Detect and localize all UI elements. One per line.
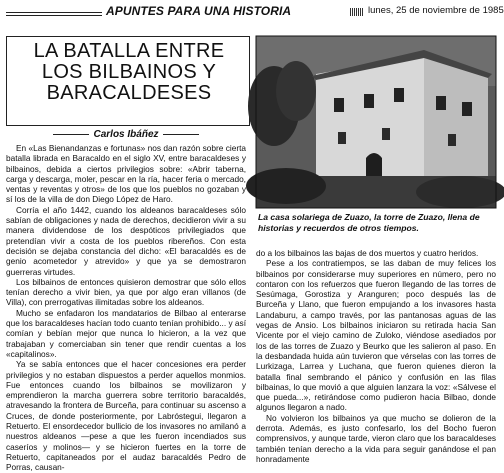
article-paragraph: Ya se sabía entonces que el hacer concesiones era perder privilegios y no estaban dispuestos a perder aquellos monmios. Fue entonces cuando los bilbainos se movilizaron y emprendieron la marcha guerrera sobre territorio baracaldés, atravesando la frontera de Burceña, para continuar su ascenso a Cruces, de donde posteriormente, por Labróstegui, llegaron a Retuerto. El ensordecedor bullicio de los invasores no amilanó a nuestros aldeanos —pese a que les fueron incendiados sus caseríos y molinos— y se hicieron fuertes en la torre de Retuerto, capitaneados por el audaz baracaldés Pedro de Porras, causan- [6, 359, 246, 473]
article-paragraph: No volvieron los bilbainos ya que mucho se dolieron de la derrota. Además, es justo confesarlo, los del Bocho fueron comprensivos, y aunque tarde, vieron claro que los baracaldeses también tenían derecho a la vida para seguir ganándose el pan honradamente [256, 412, 496, 464]
masthead-rule [6, 15, 102, 16]
tower-photo-illustration [256, 36, 496, 208]
masthead-rule [6, 12, 102, 13]
headline-line: BARACALDESES [46, 82, 212, 104]
headline-box [6, 36, 250, 126]
article-paragraph: Los bilbainos de entonces quisieron demostrar que sólo ellos tenían derecho a vivir bien, ya que por algo eran villanos (de Villa), con prerrogativas ilimitadas sobre los aldeanos. [6, 276, 246, 308]
masthead [0, 0, 502, 36]
tower-photo [256, 36, 496, 208]
article-paragraph: do a los bilbainos las bajas de dos muertos y cuatro heridos. [256, 248, 479, 258]
article-paragraph: Pese a los contratiempos, se las daban de muy felices los bilbainos por considerarse muy superiores en número, pero no contaron con los refuerzos que fueron llegando de las torres de Sesúmaga, Gorostiza y Aranguren; poco después las de Burceña y Llano, que fueron empujando a los invasores hasta Landaburu, a campo través, por las pantanosas aguas de las vegas de Ansio. Los bilbainos iniciaron su retirada hacia San Vicente por el viejo camino de Zuloko, viéndose asediados por los de las torres de Zuazo y Beurko que les salieron al paso. En la desbandada huida aún tuvieron que vérselas con las torres de Lurkizaga, Larrea y Luchana, que fueron quienes dieron la batalla final sembrando el pánico y confusión en las filas bilbainas, lo que movió a que alguien lanzara la voz: «Sálvese el que pueda...», retirándose como pudieron hacia Bilbao, donde algunos llegaron a nado. [256, 258, 496, 413]
article-column-right [256, 248, 496, 464]
photo-block [256, 36, 496, 244]
headline-line: LOS BILBAINOS Y [41, 61, 217, 83]
photo-caption: La casa solariega de Zuazo, la torre de Zuazo, llena de historias y recuerdos de otros tiempos. [258, 212, 480, 233]
section-title: APUNTES PARA UNA HISTORIA [106, 4, 292, 18]
publication-date: lunes, 25 de noviembre de 1985 [368, 5, 504, 16]
article-paragraph: En «Las Bienandanzas e fortunas» nos dan razón sobre cierta batalla librada en Baracaldo en el siglo XV, entre baracaldeses y bilbainos, debida a ciertos privilegios sobre: «Abrir taberna, carga y descarga, moler, pescar en la ría, hacer feria o mercado, ventas y reventas y otros» de los que los pueblos no gozaban y sí los de la villa de don Diego López de Haro. [6, 143, 246, 205]
article-column-left [6, 129, 246, 473]
article-paragraph: Corría el año 1442, cuando los aldeanos baracaldeses sólo sabían de obligaciones y nada de derechos, decidieron vivir a su manera dividendose de los despóticos privilegiados que pretendían vivir a costa de los pueblos ribereños. Con esta decisión se dejaba constancia del dicho: «El baracaldés es de genio acometedor y atrevido» y que ya se demostraron guerreras virtudes. [6, 204, 246, 277]
headline [7, 41, 251, 104]
article-paragraph: Mucho se enfadaron los mandatarios de Bilbao al enterarse que los baracaldeses hacían todo cuanto tenían prohibido... y así comían y bebían mejor que nunca lo hicieron, a la vez que trabajaban y comerciaban sin tener que rendir cuentas a los «capitalinos». [6, 307, 246, 359]
headline-line: LA BATALLA ENTRE [33, 40, 225, 62]
byline: Carlos Ibáñez [6, 129, 246, 140]
hatch-ornament [350, 8, 364, 16]
